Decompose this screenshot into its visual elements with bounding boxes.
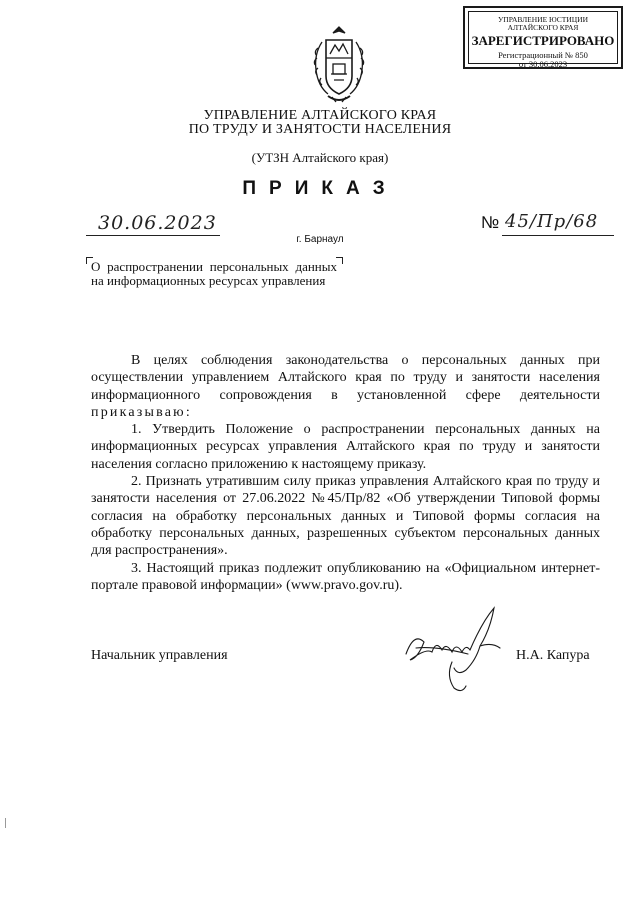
body-directive: приказываю:	[91, 404, 192, 420]
document-type-title: ПРИКАЗ	[242, 178, 398, 199]
stamp-reg-number: Регистрационный № 850	[498, 50, 588, 60]
stamp-org-line2: АЛТАЙСКОГО КРАЯ	[507, 23, 579, 32]
body-intro-paragraph	[91, 352, 600, 421]
org-name-line2: ПО ТРУДУ И ЗАНЯТОСТИ НАСЕЛЕНИЯ	[188, 122, 452, 137]
body-item-1: 1. Утвердить Положение о распространении персональных данных на информационных ресурсах управления Алтайского края по труду и занятости населения согласно приложению к настоящему приказу.	[91, 422, 600, 472]
scan-margin-mark	[5, 818, 6, 828]
org-name-line1: УПРАВЛЕНИЕ АЛТАЙСКОГО КРАЯ	[203, 108, 437, 123]
body-intro-text: В целях соблюдения законодательства о персональных данных при осуществлении управлением Алтайского края по труду и занятости населения информационного сопровождения в установленной сфере деятельности	[91, 353, 600, 403]
handwritten-signature-icon	[396, 602, 514, 694]
body-item-3: 3. Настоящий приказ подлежит опубликованию на «Официальном интернет-портале правовой информации» (www.pravo.gov.ru).	[91, 560, 600, 593]
stamp-org-line1: УПРАВЛЕНИЕ ЮСТИЦИИ	[498, 15, 588, 24]
body-item-2: 2. Признать утратившим силу приказ управления Алтайского края по труду и занятости населения от 27.06.2022 №45/Пр/82 «Об утверждении Типовой формы согласия на обработку персональных данных и Типовой формы согласия на обработку персональных данных, разрешенных субъектом персональных данных для распространения».	[91, 474, 600, 559]
coat-of-arms-icon	[306, 24, 372, 106]
number-label: №	[481, 213, 500, 232]
stamp-inner-frame	[468, 11, 618, 69]
subject-corner-right	[336, 257, 343, 264]
signatory-title: Начальник управления	[91, 648, 228, 663]
order-body	[91, 352, 600, 594]
org-abbreviation: (УТЗН Алтайского края)	[251, 150, 389, 165]
document-date: 30.06.2023	[98, 212, 217, 234]
order-subject: О распространении персональных данных на информационных ресурсах управления	[91, 259, 337, 288]
stamp-reg-date: от 30.06.2023	[518, 59, 568, 69]
registration-stamp	[463, 6, 623, 69]
signatory-name: Н.А. Капура	[516, 648, 590, 663]
stamp-title: ЗАРЕГИСТРИРОВАНО	[471, 33, 615, 48]
city: г. Барнаул	[296, 234, 344, 245]
document-number: 45/Пр/68	[505, 211, 599, 232]
